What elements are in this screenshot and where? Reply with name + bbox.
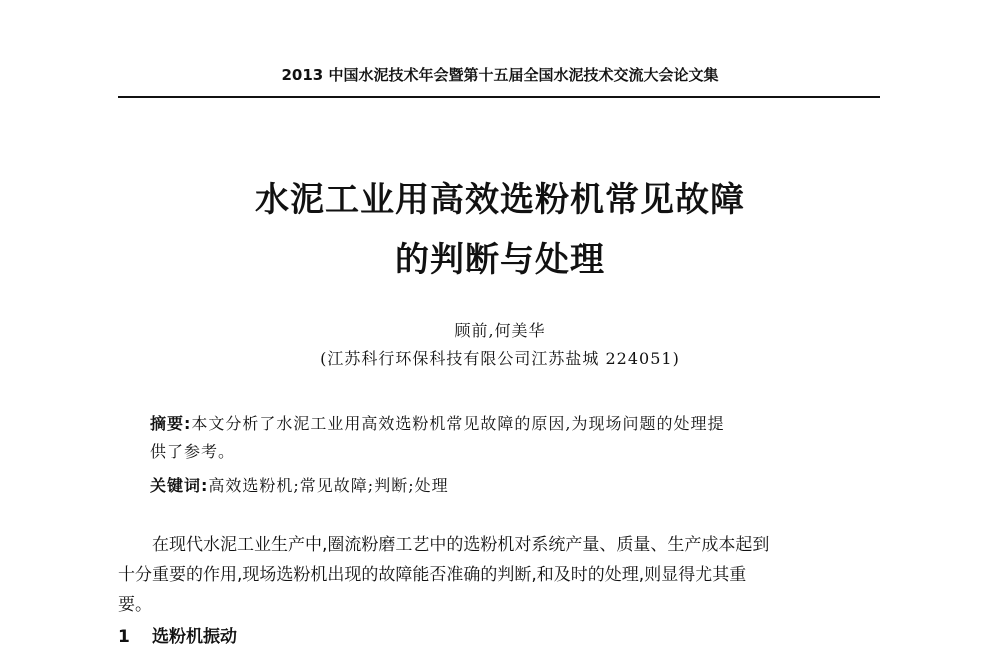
section-heading: [118, 622, 237, 647]
body-paragraph: [118, 530, 884, 620]
keywords-text: 高效选粉机;常见故障;判断;处理: [208, 476, 449, 495]
section-number: 1: [118, 627, 130, 647]
abstract: [150, 410, 870, 466]
abstract-line-1: [150, 410, 870, 438]
keywords-label: 关键词:: [150, 476, 209, 495]
affiliation: (江苏科行环保科技有限公司江苏盐城 224051): [320, 349, 680, 368]
body-line-3: 要。: [118, 595, 152, 615]
abstract-text-1: 本文分析了水泥工业用高效选粉机常见故障的原因,为现场问题的处理提: [191, 414, 725, 433]
header-rule: [118, 96, 880, 98]
abstract-text-2: 供了参考。: [150, 442, 236, 461]
authors: 顾前,何美华: [454, 321, 546, 340]
body-line-2: 十分重要的作用,现场选粉机出现的故障能否准确的判断,和及时的处理,则显得尤其重: [118, 565, 747, 585]
paper-title: [100, 170, 900, 290]
paper-title-line-1: 水泥工业用高效选粉机常见故障: [255, 180, 745, 220]
keywords: [150, 472, 870, 500]
section-title: 选粉机振动: [152, 627, 237, 647]
body-line-1: 在现代水泥工业生产中,圈流粉磨工艺中的选粉机对系统产量、质量、生产成本起到: [152, 535, 770, 555]
abstract-label: 摘要:: [150, 414, 192, 433]
paper-title-line-2: 的判断与处理: [395, 240, 605, 280]
abstract-line-2: [150, 438, 870, 466]
running-header: 2013 中国水泥技术年会暨第十五届全国水泥技术交流大会论文集: [281, 66, 719, 84]
